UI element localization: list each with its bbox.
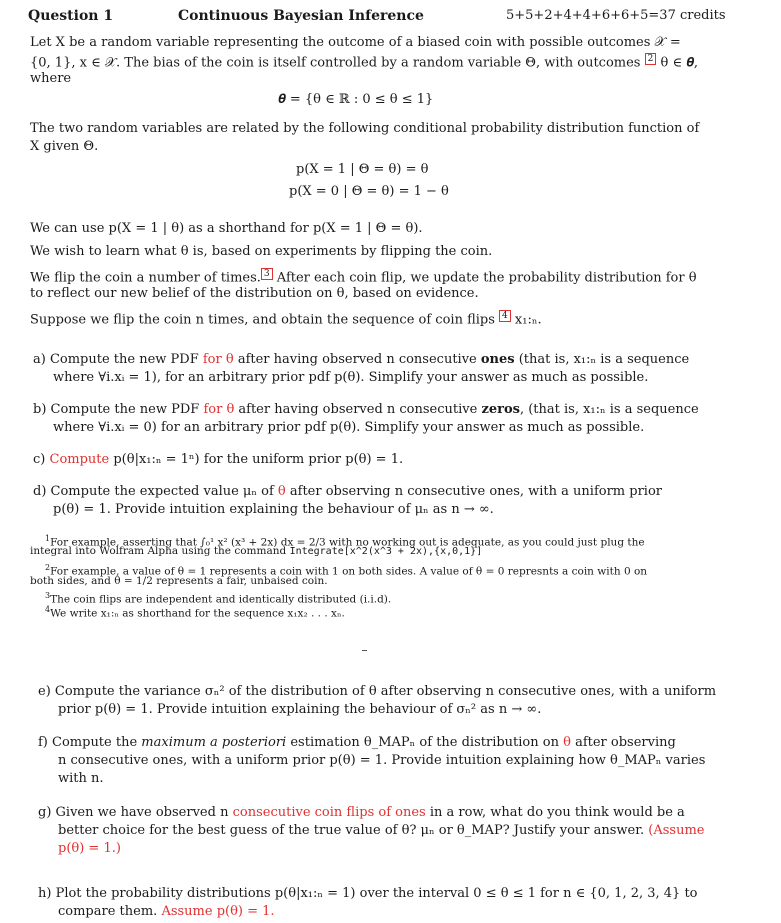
footnote-ref[interactable]: 3 xyxy=(261,268,273,280)
footnote-number: 2 xyxy=(45,563,51,572)
part-c-line xyxy=(33,452,403,468)
equation-conditional-1: p(X = 1 | Θ = θ) = θ xyxy=(296,162,429,177)
intro-text: x₁:ₙ. xyxy=(514,312,542,328)
part-text: after having observed n consecutive xyxy=(234,402,482,417)
intro-text: {0, 1}, x ∈ 𝒳. The bias of the coin is itself controlled by a random variable Θ, with outcomes xyxy=(30,55,641,71)
part-g-line xyxy=(38,805,685,821)
question-title: Continuous Bayesian Inference xyxy=(178,8,424,24)
part-text: a) Compute the new PDF xyxy=(33,352,203,367)
annotation-red: for θ xyxy=(203,402,235,417)
part-g-annotation: p(θ) = 1.) xyxy=(58,841,121,856)
annotation-red: (Assume xyxy=(648,823,705,838)
part-text: g) Given we have observed n xyxy=(38,805,233,820)
footnote-number: 1 xyxy=(45,534,51,543)
part-f-line xyxy=(38,735,676,751)
part-d-line: p(θ) = 1. Provide intuition explaining the behaviour of μₙ as n → ∞. xyxy=(53,502,494,517)
annotation-red: Compute xyxy=(49,452,110,467)
part-text: after observing n consecutive ones, with a uniform prior xyxy=(285,484,662,499)
part-f-line: n consecutive ones, with a uniform prior p(θ) = 1. Provide intuition explaining how θ_MAPₙ varies xyxy=(58,753,706,768)
annotation-red: Assume p(θ) = 1. xyxy=(161,904,275,919)
footnote-4 xyxy=(45,603,345,621)
part-text: (that is, x₁:ₙ is a sequence xyxy=(514,352,690,367)
intro-line: X given Θ. xyxy=(30,139,99,154)
intro-line: We can use p(X = 1 | θ) as a shorthand for p(X = 1 | Θ = θ). xyxy=(30,221,423,236)
annotation-red: consecutive coin flips of ones xyxy=(232,805,426,820)
footnote-text: The coin flips are independent and identically distributed (i.i.d). xyxy=(50,593,392,606)
intro-line xyxy=(30,310,542,328)
part-g-line xyxy=(58,823,704,839)
part-text: p(θ|x₁:ₙ = 1ⁿ) for the uniform prior p(θ) = 1. xyxy=(109,452,404,467)
part-e-line: prior p(θ) = 1. Provide intuition explaining the behaviour of σₙ² as n → ∞. xyxy=(58,702,542,717)
equation-conditional-2: p(X = 0 | Θ = θ) = 1 − θ xyxy=(289,184,449,199)
equation-theta-set: 𝜽 = {θ ∈ ℝ : 0 ≤ θ ≤ 1} xyxy=(278,92,434,107)
footnote-1-cont xyxy=(30,545,482,558)
part-text: compare them. xyxy=(58,904,162,919)
footnote-number: 3 xyxy=(45,591,51,600)
part-text: after observing xyxy=(570,735,676,750)
part-b-line xyxy=(33,402,699,418)
part-text: f) Compute the xyxy=(38,735,142,750)
footnote-code: Integrate[x^2(x^3 + 2x),{x,0,1}] xyxy=(289,546,483,557)
intro-line: where xyxy=(30,71,72,86)
annotation-red: for θ xyxy=(202,352,234,367)
intro-line: The two random variables are related by the following conditional probability distribution function of xyxy=(30,121,700,136)
intro-line xyxy=(30,268,697,286)
intro-text: After each coin flip, we update the probability distribution for θ xyxy=(276,270,697,286)
footnote-text: We write x₁:ₙ as shorthand for the sequence x₁x₂ . . . xₙ. xyxy=(50,607,345,620)
footnote-ref[interactable]: 4 xyxy=(499,310,511,322)
part-text-bold: zeros xyxy=(481,402,520,417)
part-text-bold: ones xyxy=(480,352,515,367)
part-b-line: where ∀i.xᵢ = 0) for an arbitrary prior pdf p(θ). Simplify your answer as much as possible. xyxy=(53,420,645,435)
page-break-mark xyxy=(362,650,367,651)
intro-text: Suppose we flip the coin n times, and obtain the sequence of coin flips xyxy=(30,312,495,328)
part-text: , (that is, x₁:ₙ is a sequence xyxy=(519,402,699,417)
part-text: b) Compute the new PDF xyxy=(33,402,204,417)
question-number: Question 1 xyxy=(28,8,114,24)
intro-text: We flip the coin a number of times. xyxy=(30,270,261,286)
part-h-line xyxy=(58,904,275,920)
intro-line: to reflect our new belief of the distribution on θ, based on evidence. xyxy=(30,286,479,301)
footnote-number: 4 xyxy=(45,605,51,614)
footnote-2-cont: both sides, and θ = 1/2 represents a fair, unbaised coin. xyxy=(30,575,328,587)
part-d-line xyxy=(33,484,662,500)
part-h-line: h) Plot the probability distributions p(θ|x₁:ₙ = 1) over the interval 0 ≤ θ ≤ 1 for n ∈ {0, 1, 2, 3, 4} to xyxy=(38,886,698,901)
part-f-line: with n. xyxy=(58,771,104,786)
footnote-ref[interactable]: 2 xyxy=(645,53,657,65)
footnote-text: integral into Wolfram Alpha using the command xyxy=(30,545,290,557)
intro-line xyxy=(30,53,698,71)
annotation-red: θ xyxy=(277,484,286,499)
footnote-text: For example, asserting that ∫₀¹ x² (x³ + 2x) dx = 2/3 with no working out is adequate, as you could just plug the xyxy=(50,536,645,549)
intro-line: We wish to learn what θ is, based on experiments by flipping the coin. xyxy=(30,244,493,259)
part-e-line: e) Compute the variance σₙ² of the distribution of θ after observing n consecutive ones, with a uniform xyxy=(38,684,717,699)
intro-text: θ ∈ 𝜽, xyxy=(660,55,699,71)
part-a-line xyxy=(33,352,689,368)
part-text: estimation θ_MAPₙ of the distribution on xyxy=(286,735,564,750)
credits: 5+5+2+4+4+6+6+5=37 credits xyxy=(506,8,726,23)
footnote-text: For example, a value of θ = 1 represents a coin with 1 on both sides. A value of θ = 0 represnts a coin with 0 on xyxy=(50,565,648,578)
part-text: in a row, what do you think would be a xyxy=(425,805,685,820)
part-text: d) Compute the expected value μₙ of xyxy=(33,484,278,499)
part-a-line: where ∀i.xᵢ = 1), for an arbitrary prior pdf p(θ). Simplify your answer as much as possible. xyxy=(53,370,649,385)
part-text: after having observed n consecutive xyxy=(233,352,481,367)
intro-line: Let X be a random variable representing the outcome of a biased coin with possible outcomes 𝒳 = xyxy=(30,35,681,50)
part-text-italic: maximum a posteriori xyxy=(141,735,287,750)
part-text: c) xyxy=(33,452,50,467)
annotation-red: θ xyxy=(563,735,571,750)
part-text: better choice for the best guess of the true value of θ? μₙ or θ_MAP? Justify your answer. xyxy=(58,823,649,838)
